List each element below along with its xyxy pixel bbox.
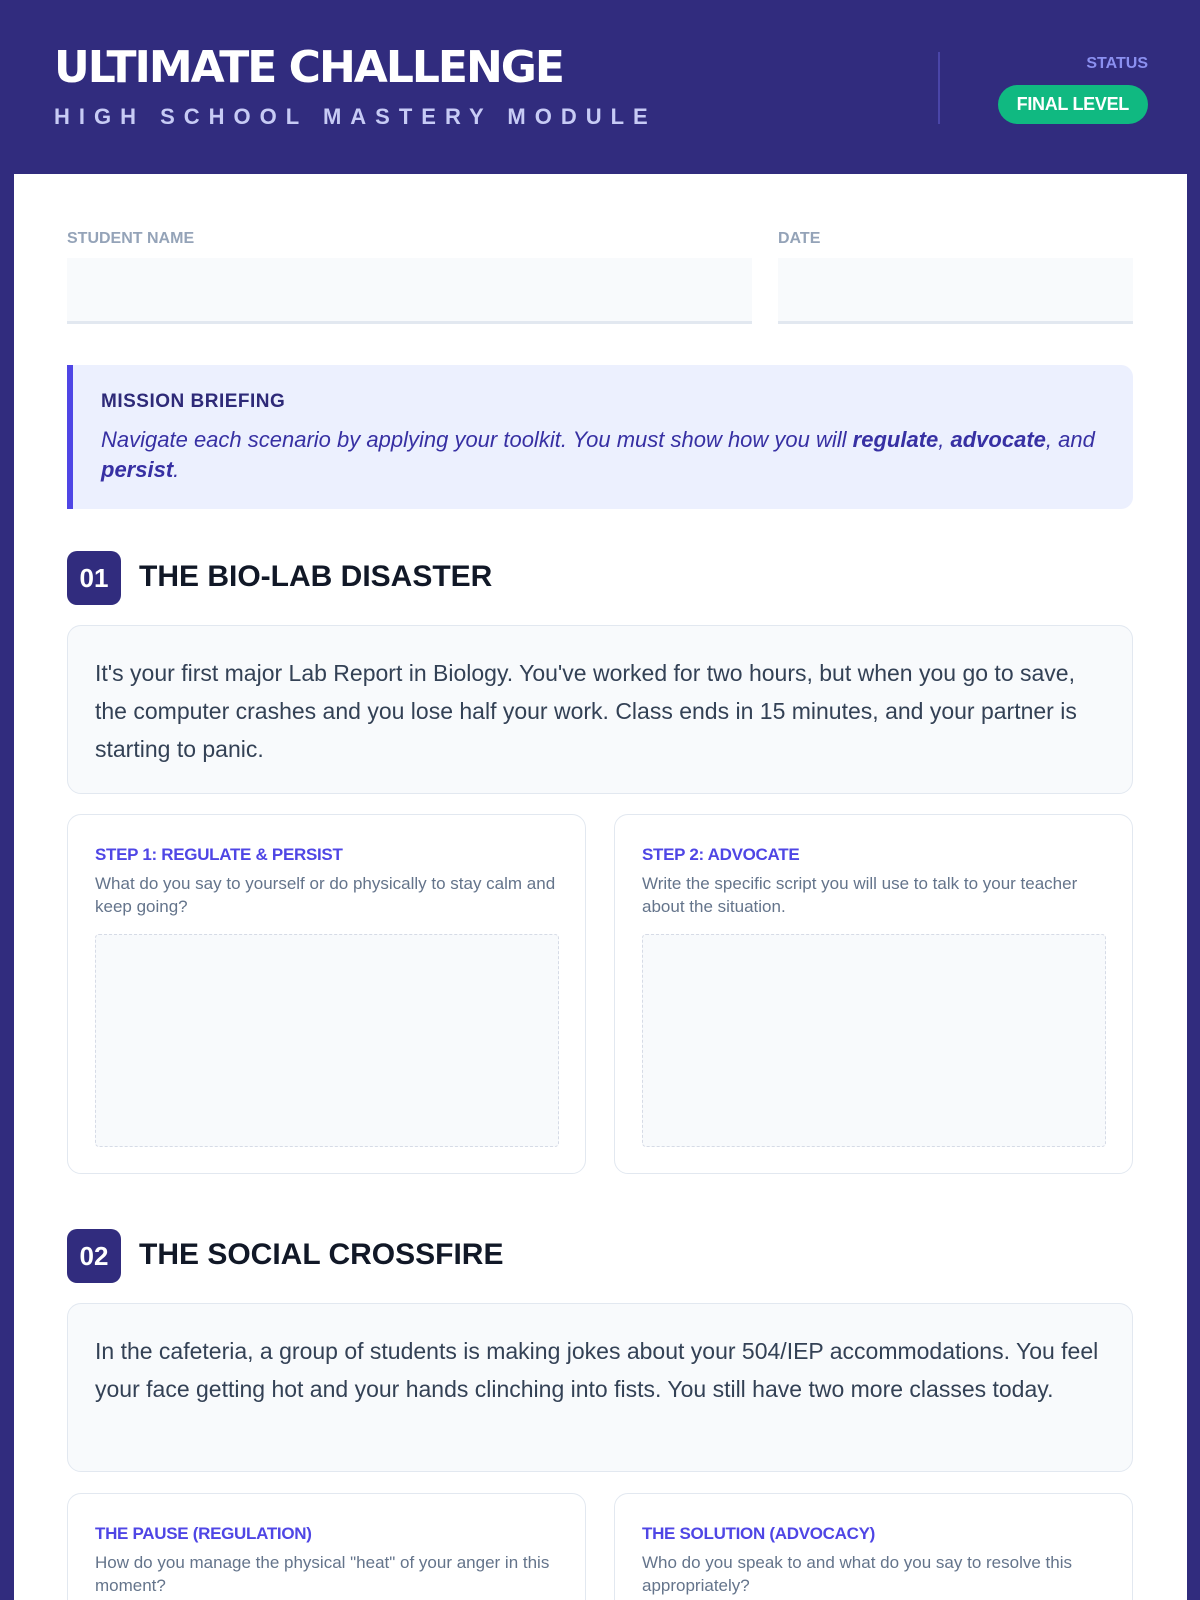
status-badge: FINAL LEVEL (998, 85, 1148, 124)
briefing-keyword: advocate (950, 427, 1046, 452)
step-card (67, 1493, 586, 1600)
date-input[interactable] (778, 258, 1133, 324)
header-divider (938, 52, 940, 124)
step-prompt: Write the specific script you will use to talk to your teacher about the situation. (642, 874, 1078, 916)
scenario-description: It's your first major Lab Report in Biology. You've worked for two hours, but when you go to save, the computer crashes and you lose half your work. Class ends in 15 minutes, and your partner is starting to panic. (67, 625, 1133, 794)
scenario-title: THE BIO-LAB DISASTER (139, 560, 493, 593)
briefing-keyword: regulate (852, 427, 939, 452)
briefing-text: Navigate each scenario by applying your toolkit. You must show how you will regulate, advocate, and persist. (101, 427, 1095, 482)
step-answer-textarea[interactable] (95, 934, 559, 1147)
step-prompt: What do you say to yourself or do physically to stay calm and keep going? (95, 874, 556, 916)
step-card (614, 814, 1133, 1174)
student-name-label: STUDENT NAME (67, 230, 195, 247)
step-title: THE PAUSE (REGULATION) (95, 1524, 312, 1543)
step-card (67, 814, 586, 1174)
scenario-number: 01 (67, 551, 121, 605)
step-title: STEP 2: ADVOCATE (642, 845, 800, 864)
status-label: STATUS (1086, 55, 1148, 72)
step-title: STEP 1: REGULATE & PERSIST (95, 845, 343, 864)
step-prompt: How do you manage the physical "heat" of your anger in this moment? (95, 1553, 550, 1595)
scenario-description: In the cafeteria, a group of students is making jokes about your 504/IEP accommodations. You feel your face getting hot and your hands clinching into fists. You still have two more classes today. (67, 1303, 1133, 1472)
date-label: DATE (778, 230, 821, 247)
briefing-title: MISSION BRIEFING (101, 391, 286, 412)
step-title: THE SOLUTION (ADVOCACY) (642, 1524, 875, 1543)
page-subtitle: HIGH SCHOOL MASTERY MODULE (54, 104, 657, 129)
mission-briefing (67, 365, 1133, 509)
step-answer-textarea[interactable] (642, 934, 1106, 1147)
header (0, 0, 1200, 174)
step-prompt: Who do you speak to and what do you say to resolve this appropriately? (642, 1553, 1072, 1595)
briefing-keyword: persist (101, 457, 174, 482)
scenario-number: 02 (67, 1229, 121, 1283)
page-title: ULTIMATE CHALLENGE (54, 42, 563, 93)
student-name-input[interactable] (67, 258, 752, 324)
step-card (614, 1493, 1133, 1600)
worksheet (14, 174, 1187, 1600)
scenario-title: THE SOCIAL CROSSFIRE (139, 1238, 504, 1271)
